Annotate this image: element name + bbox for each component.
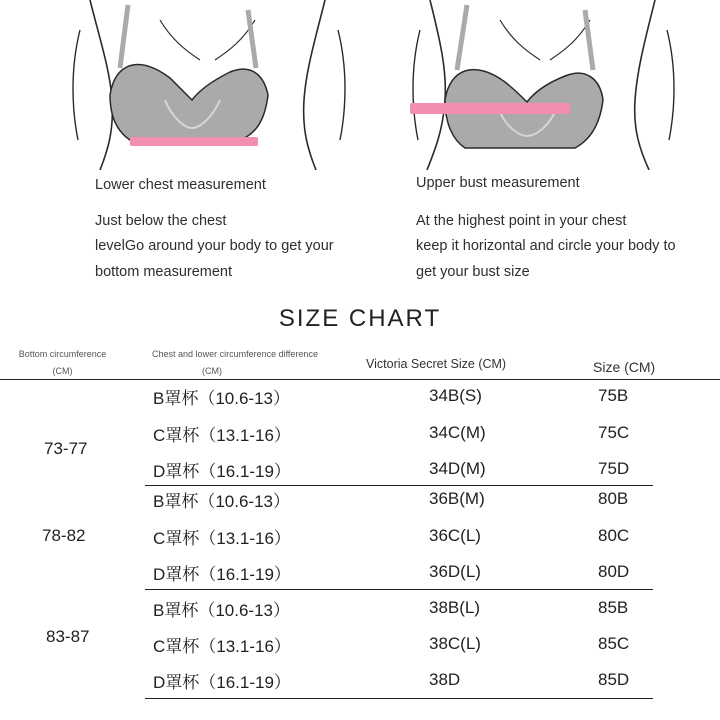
vs-size-cell: 34D(M) [429,459,486,478]
lower-heading: Lower chest measurement [95,177,266,193]
header-size: Size (CM) [593,359,656,375]
group-divider-2 [145,589,653,590]
size-cell: 75C [598,423,630,442]
vs-size-cell: 36D(L) [429,562,481,581]
range-cell: 83-87 [46,627,90,646]
header-diff-line2: (CM) [202,366,222,376]
range-cell: 78-82 [42,526,86,545]
cup-cell: C罩杯（13.1-16） [153,637,291,656]
size-cell: 85C [598,634,630,653]
range-cell: 73-77 [44,439,88,458]
lower-line-1: Just below the chest [95,213,227,229]
upper-line-1: At the highest point in your chest [416,213,627,229]
size-cell: 75B [598,386,629,405]
vs-size-cell: 36B(M) [429,489,485,508]
cup-cell: B罩杯（10.6-13） [153,389,290,408]
size-cell: 80C [598,526,630,545]
header-difference [130,346,340,380]
size-cell: 85D [598,670,630,689]
cup-cell: C罩杯（13.1-16） [153,529,291,548]
size-cell: 85B [598,598,629,617]
upper-line-2: keep it horizontal and circle your body to [416,238,676,254]
header-diff-line1: Chest and lower circumference difference [152,349,318,359]
group-divider-1 [145,485,653,486]
size-cell: 80D [598,562,630,581]
upper-heading: Upper bust measurement [416,175,580,191]
header-bottom-line2: (CM) [52,366,73,376]
cup-cell: D罩杯（16.1-19） [153,673,291,692]
cup-cell: B罩杯（10.6-13） [153,492,290,511]
cup-cell: C罩杯（13.1-16） [153,426,291,445]
lower-line-2: levelGo around your body to get your [95,238,334,254]
header-bottom-circumference [0,346,125,380]
lower-chest-illustration [60,0,360,170]
header-divider [0,379,720,380]
upper-line-3: get your bust size [416,264,530,280]
cup-cell: B罩杯（10.6-13） [153,601,290,620]
header-vs-size: Victoria Secret Size (CM) [366,357,507,371]
vs-size-cell: 34C(M) [429,423,486,442]
cup-cell: D罩杯（16.1-19） [153,565,291,584]
lower-line-3: bottom measurement [95,264,233,280]
cup-cell: D罩杯（16.1-19） [153,462,291,481]
table-bottom-line [145,698,653,699]
size-cell: 80B [598,489,629,508]
size-cell: 75D [598,459,630,478]
vs-size-cell: 34B(S) [429,386,482,405]
vs-size-cell: 36C(L) [429,526,481,545]
vs-size-cell: 38C(L) [429,634,481,653]
vs-size-cell: 38B(L) [429,598,481,617]
size-chart-title: SIZE CHART [278,305,442,332]
header-bottom-line1: Bottom circumference [18,349,107,359]
upper-bust-illustration [385,0,685,170]
vs-size-cell: 38D [429,670,461,689]
